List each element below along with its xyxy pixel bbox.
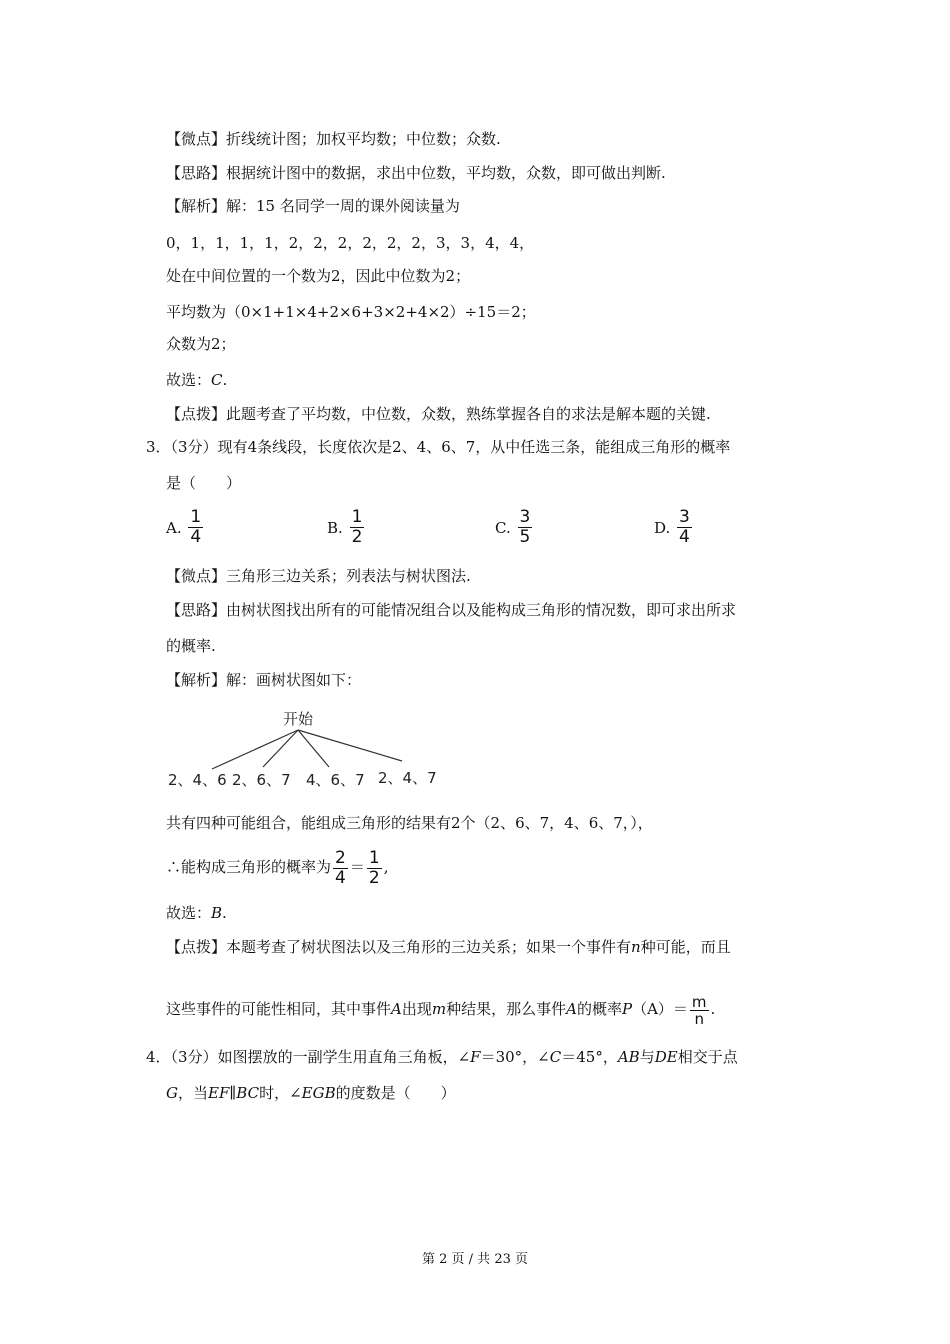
q4-stem-line2: G，当EF∥BC时，∠EGB的度数是（ ） <box>166 1084 456 1102</box>
option-d-fraction: $\frac{3}{4}$ <box>679 507 690 547</box>
q3-dianbo-line1: 【点拨】本题考查了树状图法以及三角形的三边关系；如果一个事件有n种可能，而且 <box>166 938 731 956</box>
q3-option-d: D. $\frac{3}{4}$ <box>654 507 690 547</box>
q3-stem-line1: 3．（3分）现有4条线段，长度依次是2、4、6、7，从中任选三条，能组成三角形的概率 <box>146 438 731 456</box>
tree-branch-4 <box>298 730 402 761</box>
option-b-fraction: $\frac{1}{2}$ <box>351 507 363 547</box>
result-fraction-1: $\frac{2}{4}$ <box>335 847 346 888</box>
q3-option-c: C. $\frac{3}{5}$ <box>495 507 531 547</box>
q3-stem-line2: 是（ ） <box>166 474 242 492</box>
q3-silu-line2: 的概率. <box>166 637 216 655</box>
q2-median: 处在中间位置的一个数为2，因此中位数为2； <box>166 267 471 285</box>
tree-branch-1 <box>212 730 298 769</box>
q2-silu: 【思路】根据统计图中的数据，求出中位数，平均数，众数，即可做出判断. <box>166 164 666 182</box>
q2-weidian: 【微点】折线统计图；加权平均数；中位数；众数. <box>166 130 501 148</box>
q2-answer: 故选：C. <box>166 371 228 389</box>
tree-diagram <box>166 705 456 790</box>
q2-mean: 平均数为（0×1+1×4+2×6+3×2+4×2）÷15＝2； <box>166 303 536 321</box>
tree-branch-2 <box>263 730 298 767</box>
q2-jiexi: 【解析】解：15 名同学一周的课外阅读量为 <box>166 197 460 215</box>
page-footer: 第 2 页 / 共 23 页 <box>422 1252 528 1267</box>
q3-jiexi: 【解析】解：画树状图如下： <box>166 671 362 689</box>
q3-weidian: 【微点】三角形三边关系；列表法与树状图法. <box>166 567 471 585</box>
q3-option-b: B. $\frac{1}{2}$ <box>327 507 363 547</box>
q4-stem-line1: 4．（3分）如图摆放的一副学生用直角三角板，∠F＝30°，∠C＝45°，AB与DE相交于点 <box>146 1048 738 1066</box>
tree-root-label: 开始 <box>283 710 314 728</box>
probability-fraction: $\frac{m}{n}$ <box>691 992 707 1028</box>
q3-option-a: A. $\frac{1}{4}$ <box>166 507 202 547</box>
option-a-fraction: $\frac{1}{4}$ <box>190 507 202 547</box>
q3-dianbo-line2: 这些事件的可能性相同，其中事件A出现m种结果，那么事件A的概率P（A）＝ $\frac{m}{n}$ . <box>166 992 716 1028</box>
tree-leaf-2: 2、6、7 <box>232 771 291 789</box>
q3-answer: 故选：B. <box>166 904 227 922</box>
q3-result-line2: ∴能构成三角形的概率为 $\frac{2}{4}$ ＝ $\frac{1}{2}$ , <box>166 847 389 888</box>
q2-data-list: 0，1，1，1，1，2，2，2，2，2，2，3，3，4，4， <box>166 234 535 252</box>
option-c-fraction: $\frac{3}{5}$ <box>519 507 531 547</box>
q3-result-line1: 共有四种可能组合，能组成三角形的结果有2个（2、6、7，4、6、7，）， <box>166 814 653 832</box>
tree-leaf-3: 4、6、7 <box>306 771 365 789</box>
tree-leaf-1: 2、4、6 <box>168 771 227 789</box>
result-fraction-2: $\frac{1}{2}$ <box>368 847 380 888</box>
q2-dianbo: 【点拨】此题考查了平均数，中位数，众数，熟练掌握各自的求法是解本题的关键. <box>166 405 711 423</box>
q2-mode: 众数为2； <box>166 335 236 353</box>
tree-leaf-4: 2、4、7 <box>378 769 437 787</box>
q3-silu-line1: 【思路】由树状图找出所有的可能情况组合以及能构成三角形的情况数，即可求出所求 <box>166 601 737 619</box>
tree-branch-3 <box>298 730 329 767</box>
